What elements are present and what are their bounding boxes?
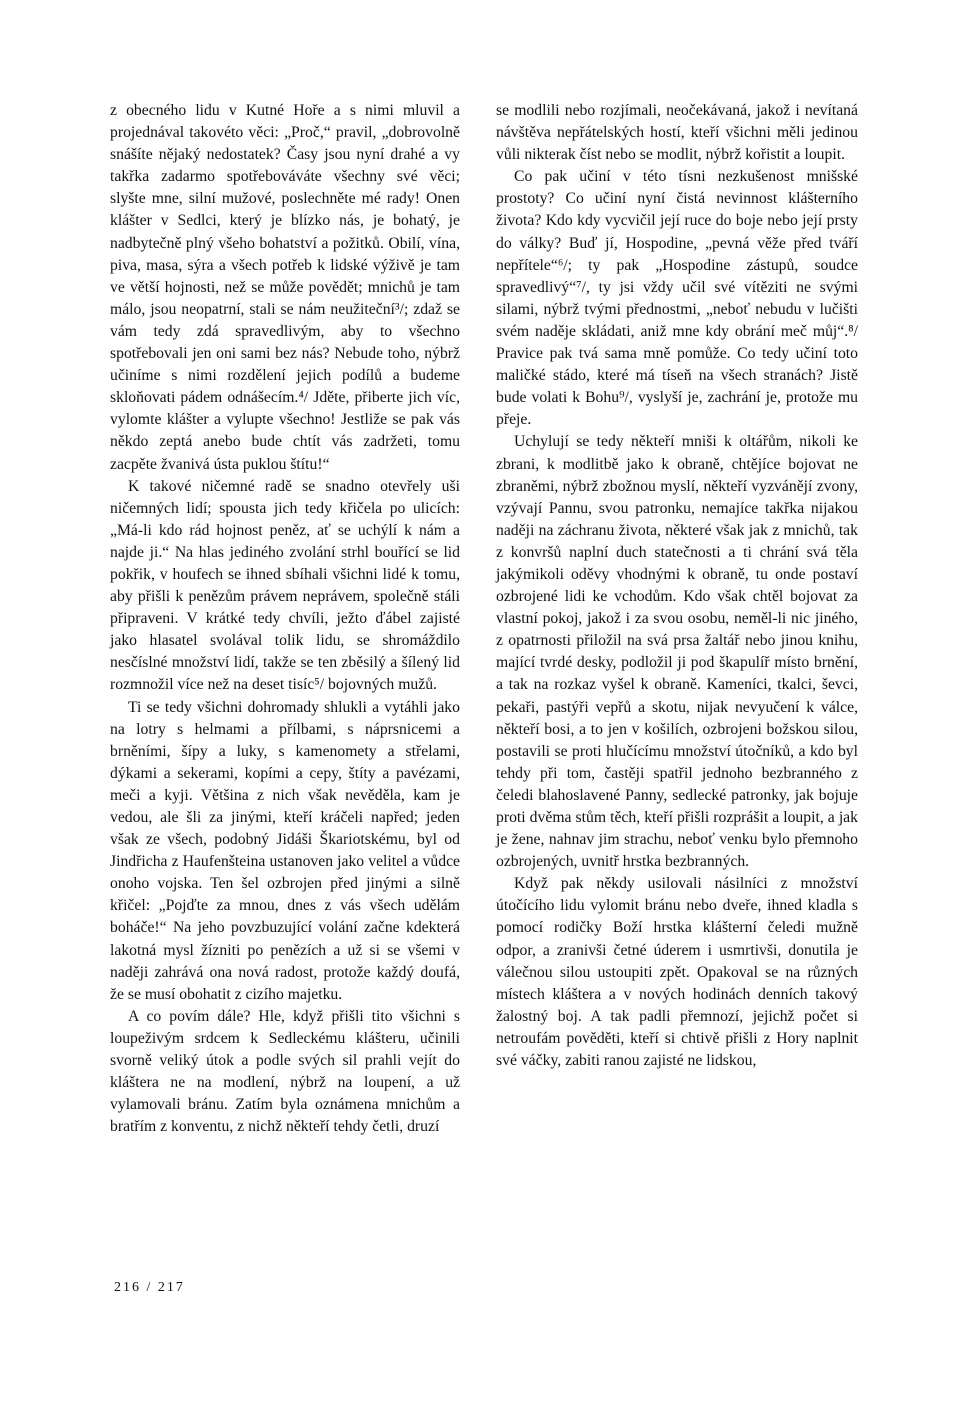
paragraph: Co pak učiní v této tísni nezkušenost mnišské prostoty? Co učiní nyní čistá nevinnost klášterního života? Kdo kdy vycvičil její ruce do boje nebo její prsty do války? Buď jí, Hospodine, „pevná věže před tváří nepřítele“⁶/; ty pak „Hospodine zástupů, soudce spravedlivý“⁷/, ty jsi vždy učil své vítěziti ne svými silami, nýbrž tvými přednostmi, „neboť nebudu v lučišti svém naděje skládati, aniž mne kdy obrání meč můj“.⁸/ Pravice pak tvá sama mně pomůže. Co tedy učiní toto maličké stádo, které má tíseň na všech stranách? Jistě bude volati k Bohu⁹/, vyslyší je, zachrání je, protože mu přeje. — [496, 168, 858, 429]
paragraph: se modlili nebo rozjímali, neočekávaná, jakož i nevítaná návštěva nepřátelských hostí, kteří všichni měli jedinou vůli nikterak číst nebo se modlit, nýbrž kořistit a loupit. — [496, 102, 858, 164]
page-number: 216 / 217 — [114, 1280, 185, 1295]
paragraph: K takové ničemné radě se snadno otevřely uši ničemných lidí; spousta jich tedy křičela po ulicích: „Má-li kdo rád hojnost peněz, ať se uchýlí k nám a najde ji.“ Na hlas jediného zvolání strhl bouřící se lid pokřik, v houfech se ihned sbíhali všichni lidé k tomu, aby přišli k penězům právem neprávem, společně stáli připraveni. V krátké tedy chvíli, ježto ďábel zajisté jako hlasatel svolával tolik lidu, se shromáždilo nesčíslné množství lidí, takže se ten zběsilý a šílený lid rozmnožil více než na deset tisíc⁵/ bojovných mužů. — [110, 477, 460, 694]
right-column — [496, 100, 858, 1072]
paragraph: A co povím dále? Hle, když přišli tito všichni s loupeživým srdcem k Sedleckému klášteru, učinili svorně veliký útok a podle svých sil prahli vejít do kláštera ne na modlení, nýbrž na loupení, a už vylamovali bránu. Zatím byla oznámena mnichům a bratřím z konventu, z nichž někteří tehdy četli, druzí — [110, 1007, 460, 1136]
paragraph: Ti se tedy všichni dohromady shlukli a vytáhli jako na lotry s helmami a přílbami, s náprsnicemi a brněními, šípy a luky, s kamenomety a střelami, dýkami a sekerami, kopími a cepy, štíty a pavézami, meči a kyji. Většina z nich však nevěděla, kam je vedou, ale šli za jinými, kteří kráčeli napřed; jeden však ze všech, podobný Jidáši Škariotskému, byl od Jindřicha z Haufenšteina ustanoven jako velitel a vůdce onoho vojska. Ten šel ozbrojen před jinými a silně křičel: „Pojďte za mnou, dnes z vás všech udělám boháče!“ Na jeho povzbuzující volání začne kdekterá lakotná mysl žízniti po penězích a už si se všemi v naději zahrává ona nová radost, protože každý doufá, že se musí obohatit z cizího majetku. — [110, 698, 460, 1003]
paragraph: z obecného lidu v Kutné Hoře a s nimi mluvil a projednával takovéto věci: „Proč,“ pravil, „dobrovolně snášíte nějaký nedostatek? Časy jsou nyní drahé a vy takřka zadarmo spotřebováváte všechny své věci; slyšte mne, silní mužové, poslechněte mé rady! Onen klášter v Sedlci, který je blízko nás, je bohatý, je nadbytečně plný všeho bohatství a požitků. Obilí, vína, piva, masa, sýra a všech potřeb k lidské výživě je tam ve větší hojnosti, než se může povědět; mnichů je tam málo, jsou neopatrní, stali se nám neužiteční³/; zdaž se vám tedy zdá spravedlivým, aby to všechno spotřebovali jen oni sami bez nás? Nebude toho, nýbrž učiníme s nimi rozdělení jejich podílů a budeme skloňovati pádem odnášecím.⁴/ Jděte, přiberte jich víc, vylomte klášter a vylupte všechno! Jestliže se pak vás někdo zeptá anebo bude chtít vás zadržeti, tomu zacpěte žvanivá ústa puklou štítu!“ — [110, 102, 460, 473]
left-column — [110, 100, 460, 1138]
paragraph: Uchylují se tedy někteří mniši k oltářům, nikoli ke zbrani, k modlitbě jako k obraně, chtějíce bojovat ne zbraněmi, nýbrž zbožnou myslí, někteří vyzvánějí zvony, vzývají Pannu, svou patronku, nemajíce takřka nijakou naději na záchranu života, některé však jak z mnichů, tak z konvršů naplní duch statečnosti a ti chrání svá těla jakýmikoli oděvy vhodnými k obraně, tu onde postaví ozbrojené lidi ke vchodům. Kdo však chtěl bojovat za vlastní pokoj, jakož i za svou osobu, neměl-li nic jiného, z opatrnosti přiložil na svá prsa žaltář nebo jinou knihu, mající tvrdé desky, podložil ji pod škapulíř místo brnění, a tak na rozkaz vyšel k obraně. Kameníci, tkalci, ševci, pekaři, pastýři vepřů a skotu, nijak nevyučení k válce, někteří bosi, a to jen v košilích, ozbrojeni božskou silou, postavili se proti hlučícímu množství útočníků, a kdo byl tehdy při tom, častěji spatřil jednoho bezbranného z čeledi blahoslavené Panny, sedlecké patronky, jak bojuje proti dvěma stům těch, kteří přišli rozprášit a loupit, a jak je žene, nahnav jim strachu, neboť venku bylo přemnoho ozbrojených, uvnitř hrstka bezbranných. — [496, 433, 858, 871]
paragraph: Když pak někdy usilovali násilníci z množství útočícího lidu vylomit bránu nebo dveře, ihned kladla s pomocí rodičky Boží hrstka klášterní čeledi mužně odpor, a zranivši četné úderem i usmrtivši, donutila je válečnou silou ustoupiti zpět. Opakoval se na různých místech kláštera a v nových hodinách denních takový žalostný boj. A tak padli přemnozí, jejichž počet si netroufám pověděti, kteří si chtivě přišli z Hory naplnit své váčky, zabiti ranou zajisté ne lidskou, — [496, 875, 858, 1070]
